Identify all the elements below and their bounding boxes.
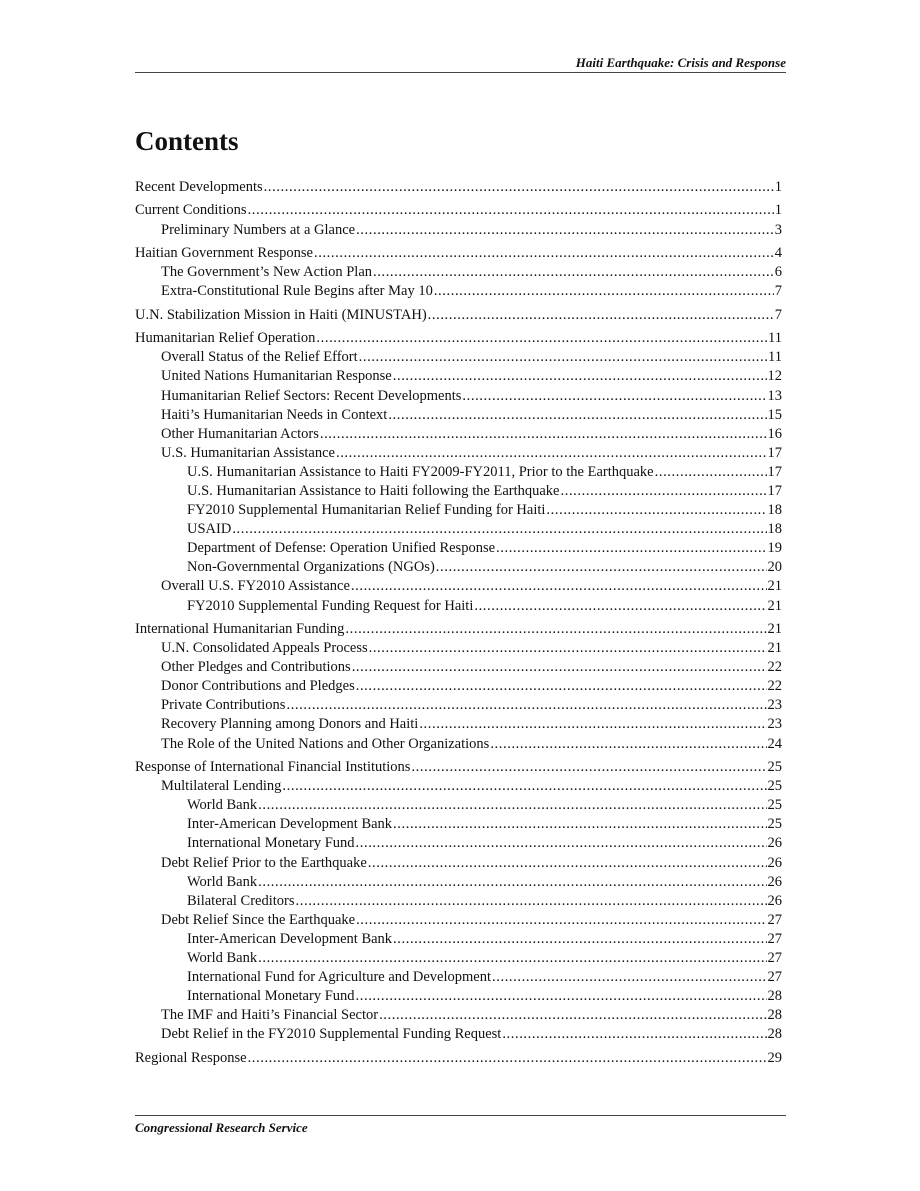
toc-dot-leader [434,282,774,301]
toc-entry[interactable] [135,425,782,444]
toc-entry-title: Inter-American Development Bank [187,816,393,833]
toc-dot-leader [490,735,766,754]
toc-entry-page: 28 [767,1007,782,1024]
toc-entry-title: U.N. Consolidated Appeals Process [161,640,368,657]
toc-dot-leader [258,949,766,968]
toc-entry[interactable] [135,201,782,220]
toc-entry-title: Haiti’s Humanitarian Needs in Context [161,406,388,423]
toc-entry-page: 27 [767,930,782,947]
toc-entry-title: Humanitarian Relief Sectors: Recent Developments [161,387,462,404]
toc-entry[interactable] [135,482,782,501]
toc-entry-page: 17 [767,463,782,480]
toc-entry-title: International Fund for Agriculture and Development [187,969,492,986]
toc-entry-title: The Government’s New Action Plan [161,264,373,281]
toc-entry-page: 26 [767,835,782,852]
toc-entry[interactable] [135,715,782,734]
footer-rule [135,1115,786,1116]
toc-entry[interactable] [135,444,782,463]
toc-dot-leader [546,501,766,520]
toc-entry[interactable] [135,367,782,386]
toc-entry-page: 25 [767,797,782,814]
toc-entry-title: World Bank [187,873,258,890]
toc-dot-leader [496,539,766,558]
toc-entry[interactable] [135,854,782,873]
toc-dot-leader [369,639,767,658]
toc-entry[interactable] [135,1049,782,1068]
toc-dot-leader [356,987,767,1006]
toc-dot-leader [502,1025,766,1044]
toc-entry-page: 18 [767,502,782,519]
toc-entry-page: 28 [767,1026,782,1043]
toc-entry-page: 22 [767,659,782,676]
toc-dot-leader [356,911,766,930]
toc-entry-page: 7 [774,283,782,300]
toc-entry[interactable] [135,597,782,616]
toc-entry-title: Non-Governmental Organizations (NGOs) [187,559,435,576]
toc-entry-page: 11 [768,330,782,347]
toc-entry-page: 29 [767,1049,782,1066]
page-title: Contents [135,126,239,156]
toc-entry-page: 21 [767,640,782,657]
toc-entry[interactable] [135,1006,782,1025]
toc-dot-leader [282,777,766,796]
toc-entry-title: Overall Status of the Relief Effort [161,349,358,366]
toc-dot-leader [419,715,766,734]
toc-entry-page: 22 [767,678,782,695]
toc-entry-page: 25 [767,816,782,833]
toc-dot-leader [356,221,774,240]
toc-dot-leader [352,658,767,677]
toc-entry-title: Donor Contributions and Pledges [161,678,355,695]
toc-dot-leader [258,796,766,815]
toc-entry[interactable] [135,406,782,425]
toc-dot-leader [359,348,767,367]
toc-entry-title: Recovery Planning among Donors and Haiti [161,716,419,733]
toc-entry[interactable] [135,834,782,853]
toc-entry[interactable] [135,577,782,596]
toc-entry-title: Department of Defense: Operation Unified Response [187,540,496,557]
toc-entry-page: 12 [767,368,782,385]
toc-entry-title: Debt Relief Prior to the Earthquake [161,854,367,871]
toc-entry-title: The Role of the United Nations and Other Organizations [161,735,490,752]
toc-entry-page: 23 [767,716,782,733]
toc-entry-page: 28 [767,988,782,1005]
toc-entry-title: Preliminary Numbers at a Glance [161,221,356,238]
toc-dot-leader [436,558,767,577]
toc-dot-leader [345,620,766,639]
toc-entry[interactable] [135,329,782,348]
toc-dot-leader [393,815,766,834]
toc-entry-title: Extra-Constitutional Rule Begins after May 10 [161,283,433,300]
toc-entry-page: 19 [767,540,782,557]
toc-entry-page: 6 [774,264,782,281]
toc-entry-title: USAID [187,521,232,538]
toc-dot-leader [356,834,767,853]
toc-entry[interactable] [135,735,782,754]
toc-dot-leader [316,329,767,348]
toc-entry-page: 21 [767,621,782,638]
toc-entry-page: 20 [767,559,782,576]
toc-entry-title: Overall U.S. FY2010 Assistance [161,578,350,595]
toc-entry-title: World Bank [187,797,258,814]
toc-entry[interactable] [135,892,782,911]
toc-entry[interactable] [135,758,782,777]
toc-entry[interactable] [135,282,782,301]
toc-entry[interactable] [135,178,782,197]
toc-dot-leader [286,696,766,715]
toc-dot-leader [248,1049,767,1068]
toc-dot-leader [336,444,767,463]
toc-entry[interactable] [135,348,782,367]
toc-entry[interactable] [135,796,782,815]
toc-entry-page: 24 [767,735,782,752]
toc-entry-page: 21 [767,578,782,595]
toc-entry-page: 25 [767,778,782,795]
toc-entry-page: 1 [774,202,782,219]
toc-entry-page: 27 [767,969,782,986]
running-header: Haiti Earthquake: Crisis and Response [575,55,786,70]
toc-dot-leader [296,892,767,911]
toc-entry-title: Regional Response [135,1049,247,1066]
toc-entry-page: 15 [767,406,782,423]
toc-entry-title: Recent Developments [135,179,263,195]
toc-entry-page: 4 [774,245,782,262]
toc-entry-page: 7 [774,306,782,323]
toc-entry[interactable] [135,221,782,240]
toc-dot-leader [655,463,767,482]
toc-entry-title: United Nations Humanitarian Response [161,368,392,385]
toc-entry-title: U.S. Humanitarian Assistance to Haiti FY2009-FY2011, Prior to the Earthquake [187,463,654,480]
toc-entry-page: 27 [767,911,782,928]
toc-entry[interactable] [135,306,782,325]
toc-entry-title: The IMF and Haiti’s Financial Sector [161,1007,379,1024]
toc-entry-page: 26 [767,854,782,871]
toc-entry-page: 13 [767,387,782,404]
toc-entry-page: 23 [767,697,782,714]
toc-entry-title: International Humanitarian Funding [135,621,345,638]
toc-entry[interactable] [135,777,782,796]
toc-entry-title: FY2010 Supplemental Funding Request for Haiti [187,597,474,614]
toc-entry[interactable] [135,930,782,949]
toc-entry-page: 16 [767,425,782,442]
toc-entry[interactable] [135,263,782,282]
toc-entry-page: 26 [767,892,782,909]
toc-entry-title: International Monetary Fund [187,835,355,852]
toc-entry[interactable] [135,873,782,892]
toc-entry-page: 18 [767,521,782,538]
toc-entry-page: 27 [767,950,782,966]
toc-entry[interactable] [135,815,782,834]
toc-entry-title: Bilateral Creditors [187,892,295,909]
toc-entry[interactable] [135,244,782,263]
header-rule [135,72,786,73]
toc-entry-title: Response of International Financial Institutions [135,759,411,776]
toc-entry[interactable] [135,620,782,639]
toc-dot-leader [393,930,766,949]
toc-entry-title: Inter-American Development Bank [187,930,393,947]
toc-dot-leader [314,244,774,263]
toc-entry[interactable] [135,539,782,558]
toc-dot-leader [561,482,767,501]
footer-publisher: Congressional Research Service [135,1120,308,1135]
toc-entry-page: 1 [774,179,782,195]
toc-dot-leader [411,758,766,777]
toc-entry-title: Multilateral Lending [161,778,282,795]
toc-entry-title: Haitian Government Response [135,245,313,262]
toc-entry-title: Other Humanitarian Actors [161,425,319,442]
toc-entry[interactable] [135,639,782,658]
toc-entry[interactable] [135,968,782,987]
toc-entry-title: Humanitarian Relief Operation [135,330,316,347]
toc-entry[interactable] [135,987,782,1006]
toc-entry-title: U.S. Humanitarian Assistance to Haiti following the Earthquake [187,482,560,499]
toc-dot-leader [368,854,767,873]
toc-dot-leader [264,178,774,197]
toc-entry-title: Other Pledges and Contributions [161,659,351,676]
toc-entry-title: Debt Relief in the FY2010 Supplemental Funding Request [161,1026,502,1043]
toc-entry-title: Private Contributions [161,697,286,714]
toc-entry-title: FY2010 Supplemental Humanitarian Relief Funding for Haiti [187,502,546,519]
toc-entry-title: International Monetary Fund [187,988,355,1005]
toc-dot-leader [462,387,766,406]
toc-entry-title: U.N. Stabilization Mission in Haiti (MINUSTAH) [135,306,427,323]
toc-entry-title: U.S. Humanitarian Assistance [161,444,335,461]
toc-dot-leader [373,263,774,282]
toc-entry-page: 17 [767,444,782,461]
toc-dot-leader [356,677,767,696]
toc-dot-leader [379,1006,766,1025]
toc-entry[interactable] [135,558,782,577]
toc-entry-page: 17 [767,482,782,499]
toc-dot-leader [388,406,766,425]
toc-dot-leader [428,306,774,325]
toc-dot-leader [258,873,766,892]
toc-entry-page: 3 [774,221,782,238]
toc-entry[interactable] [135,501,782,520]
toc-entry-page: 26 [767,873,782,890]
toc-entry[interactable] [135,520,782,539]
toc-entry-page: 25 [767,759,782,776]
toc-entry[interactable] [135,949,782,968]
toc-entry[interactable] [135,658,782,677]
toc-entry-title: Debt Relief Since the Earthquake [161,911,356,928]
toc-dot-leader [474,597,766,616]
toc-entry[interactable] [135,1025,782,1044]
table-of-contents [135,178,782,1068]
toc-entry-page: 21 [767,597,782,614]
toc-entry-page: 11 [768,349,782,366]
toc-entry-title: Current Conditions [135,202,247,219]
toc-dot-leader [393,367,767,386]
toc-entry[interactable] [135,387,782,406]
toc-dot-leader [320,425,767,444]
toc-entry[interactable] [135,696,782,715]
toc-dot-leader [248,201,774,220]
toc-entry[interactable] [135,911,782,930]
toc-entry-title: World Bank [187,950,258,966]
toc-dot-leader [232,520,766,539]
toc-entry[interactable] [135,463,782,482]
toc-entry[interactable] [135,677,782,696]
toc-dot-leader [492,968,766,987]
toc-dot-leader [351,577,767,596]
